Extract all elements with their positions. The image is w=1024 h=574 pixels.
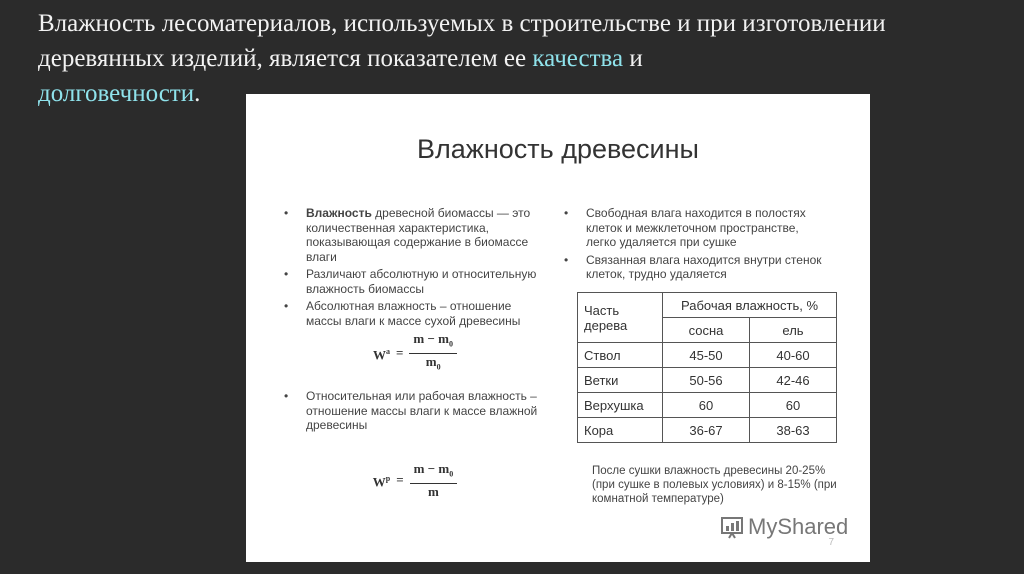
cell-part: Верхушка xyxy=(578,393,663,418)
bullet-text: Связанная влага находится внутри стенок клеток, трудно удаляется xyxy=(586,252,822,281)
drying-note: После сушки влажность древесины 20-25% (при сушке в полевых условиях) и 8-15% (при комнатной температуре) xyxy=(592,465,837,505)
cell-part: Кора xyxy=(578,418,663,443)
logo-text: MyShared xyxy=(748,514,849,539)
header-group: Рабочая влажность, % xyxy=(663,293,837,318)
formula-fraction: $\frac{m - m_0}{m}$ xyxy=(410,462,458,500)
bullet-dot: • xyxy=(284,299,289,313)
bullet-definition xyxy=(284,206,546,264)
bullet-dot: • xyxy=(564,252,569,267)
right-column xyxy=(564,206,828,285)
cell-spruce: 40-60 xyxy=(750,343,837,368)
bullet-dot: • xyxy=(284,267,289,281)
heading-text-1: Влажность лесоматериалов, используемых в строительстве и при изготовлении деревянных изделий, является показателем ее xyxy=(38,10,886,72)
slide-image xyxy=(246,94,870,562)
bullet-dot: • xyxy=(564,206,569,220)
cell-part: Ствол xyxy=(578,343,663,368)
formula-eq: = xyxy=(396,472,404,488)
cell-spruce: 60 xyxy=(750,393,837,418)
quality-link[interactable]: качества xyxy=(532,45,624,72)
heading-text-3: . xyxy=(194,80,201,107)
cell-part: Ветки xyxy=(578,368,663,393)
moisture-table xyxy=(577,292,837,443)
table-row xyxy=(578,368,837,393)
table-row xyxy=(578,393,837,418)
cell-pine: 60 xyxy=(663,393,750,418)
bullet-text: Свободная влага находится в полостях клеток и межклеточном пространстве, легко удаляется при сушке xyxy=(586,206,806,249)
bullet-types xyxy=(284,267,546,296)
formula-relative xyxy=(284,462,546,500)
table-row xyxy=(578,418,837,443)
bullet-free-moisture xyxy=(564,206,828,250)
bullet-bound-moisture xyxy=(564,253,828,282)
bullet-text: Относительная или рабочая влажность – отношение массы влаги к массе влажной древесины xyxy=(306,389,538,433)
bar-chart-icon xyxy=(720,515,744,539)
bullet-dot: • xyxy=(284,206,289,220)
cell-spruce: 42-46 xyxy=(750,368,837,393)
left-column xyxy=(284,206,546,505)
formula-fraction: $\frac{m - m_0}{m_0}$ xyxy=(409,332,457,375)
durability-link[interactable]: долговечности xyxy=(38,80,195,107)
bullet-dot: • xyxy=(284,389,289,404)
bullet-absolute xyxy=(284,299,546,328)
formula-lhs: $W^p$ xyxy=(372,473,391,489)
heading-text-2: и xyxy=(623,45,643,72)
bullet-relative xyxy=(284,389,546,433)
page-number: 7 xyxy=(828,537,834,548)
bullet-text: Различают абсолютную и относительную влажность биомассы xyxy=(306,267,537,296)
table-row xyxy=(578,343,837,368)
subheader-spruce: ель xyxy=(750,318,837,343)
cell-pine: 45-50 xyxy=(663,343,750,368)
formula-lhs: $W^a$ xyxy=(373,346,390,362)
table-header-row xyxy=(578,293,837,318)
bullet-bold: Влажность xyxy=(306,206,372,220)
cell-spruce: 38-63 xyxy=(750,418,837,443)
bullet-text: древесной биомассы — это количественная характеристика, показывающая содержание в биомассе влаги xyxy=(306,206,531,264)
cell-pine: 36-67 xyxy=(663,418,750,443)
header-part: Часть дерева xyxy=(578,293,663,343)
slide-title: Влажность древесины xyxy=(417,134,699,164)
formula-absolute xyxy=(284,332,546,375)
formula-eq: = xyxy=(396,345,404,361)
cell-pine: 50-56 xyxy=(663,368,750,393)
subheader-pine: сосна xyxy=(663,318,750,343)
bullet-text: Абсолютная влажность – отношение массы влаги к массе сухой древесины xyxy=(306,299,521,328)
